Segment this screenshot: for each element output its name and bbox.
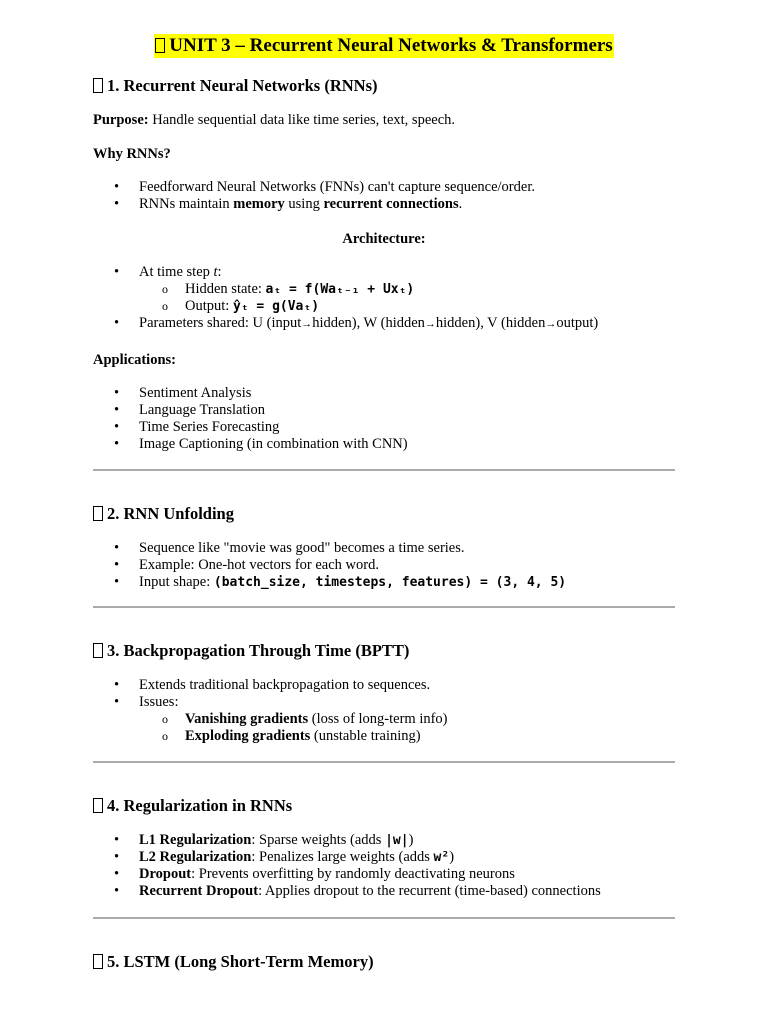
- missing-glyph-icon: [93, 798, 103, 813]
- missing-glyph-icon: [93, 78, 103, 93]
- list-item: • Example: One-hot vectors for each word.: [93, 557, 566, 574]
- list-item: • RNNs maintain memory using recurrent connections.: [93, 196, 535, 213]
- purpose-paragraph: Purpose: Handle sequential data like time series, text, speech.: [93, 112, 455, 128]
- section-2-heading: 2. RNN Unfolding: [93, 504, 234, 524]
- section-4-heading: 4. Regularization in RNNs: [93, 796, 292, 816]
- architecture-label: Architecture:: [342, 231, 426, 247]
- list-item: • Image Captioning (in combination with CNN): [93, 436, 408, 453]
- why-rnns-list: [93, 179, 535, 213]
- list-subitem: o Hidden state: aₜ = f(Waₜ₋₁ + Uxₜ): [93, 281, 598, 298]
- architecture-list: [93, 264, 598, 333]
- page-title: UNIT 3 – Recurrent Neural Networks & Transformers: [154, 34, 613, 58]
- l1-code: |w|: [385, 833, 409, 848]
- arrow-right-icon: →: [301, 318, 313, 330]
- input-shape-code: (batch_size, timesteps, features) = (3, 4, 5): [213, 575, 567, 590]
- list-item: • Parameters shared: U (input→hidden), W (hidden→hidden), V (hidden→output): [93, 315, 598, 333]
- list-item: • Recurrent Dropout: Applies dropout to the recurrent (time-based) connections: [93, 883, 601, 900]
- list-subitem: o Exploding gradients (unstable training): [93, 728, 448, 745]
- applications-list: [93, 385, 408, 453]
- divider: [93, 469, 675, 471]
- list-subitem: o Vanishing gradients (loss of long-term info): [93, 711, 448, 728]
- missing-glyph-icon: [93, 954, 103, 969]
- regularization-list: [93, 832, 601, 900]
- section-1-heading: 1. Recurrent Neural Networks (RNNs): [93, 76, 378, 96]
- l2-code: w²: [433, 850, 450, 865]
- applications-label: Applications:: [93, 352, 176, 368]
- list-item: • Dropout: Prevents overfitting by randomly deactivating neurons: [93, 866, 601, 883]
- unfolding-list: [93, 540, 566, 591]
- list-item: • Language Translation: [93, 402, 408, 419]
- list-item: • Extends traditional backpropagation to sequences.: [93, 677, 448, 694]
- divider: [93, 606, 675, 608]
- arrow-right-icon: →: [424, 318, 436, 330]
- output-formula: ŷₜ = g(Vaₜ): [232, 299, 320, 314]
- missing-glyph-icon: [155, 38, 165, 53]
- list-item: • At time step t:: [93, 264, 598, 281]
- why-rnns-label: Why RNNs?: [93, 146, 171, 162]
- title-wrap: [93, 34, 675, 58]
- list-item: • L1 Regularization: Sparse weights (adds |w|): [93, 832, 601, 849]
- list-subitem: o Output: ŷₜ = g(Vaₜ): [93, 298, 598, 315]
- arrow-right-icon: →: [545, 318, 557, 330]
- hidden-state-formula: aₜ = f(Waₜ₋₁ + Uxₜ): [265, 282, 415, 297]
- list-item: • Input shape: (batch_size, timesteps, features) = (3, 4, 5): [93, 574, 566, 591]
- list-item: • Feedforward Neural Networks (FNNs) can't capture sequence/order.: [93, 179, 535, 196]
- list-item: • Sequence like "movie was good" becomes a time series.: [93, 540, 566, 557]
- list-item: • L2 Regularization: Penalizes large weights (adds w²): [93, 849, 601, 866]
- bptt-list: [93, 677, 448, 745]
- missing-glyph-icon: [93, 506, 103, 521]
- divider: [93, 917, 675, 919]
- list-item: • Sentiment Analysis: [93, 385, 408, 402]
- section-5-heading: 5. LSTM (Long Short-Term Memory): [93, 952, 374, 972]
- list-item: • Issues:: [93, 694, 448, 711]
- section-3-heading: 3. Backpropagation Through Time (BPTT): [93, 641, 409, 661]
- divider: [93, 761, 675, 763]
- missing-glyph-icon: [93, 643, 103, 658]
- list-item: • Time Series Forecasting: [93, 419, 408, 436]
